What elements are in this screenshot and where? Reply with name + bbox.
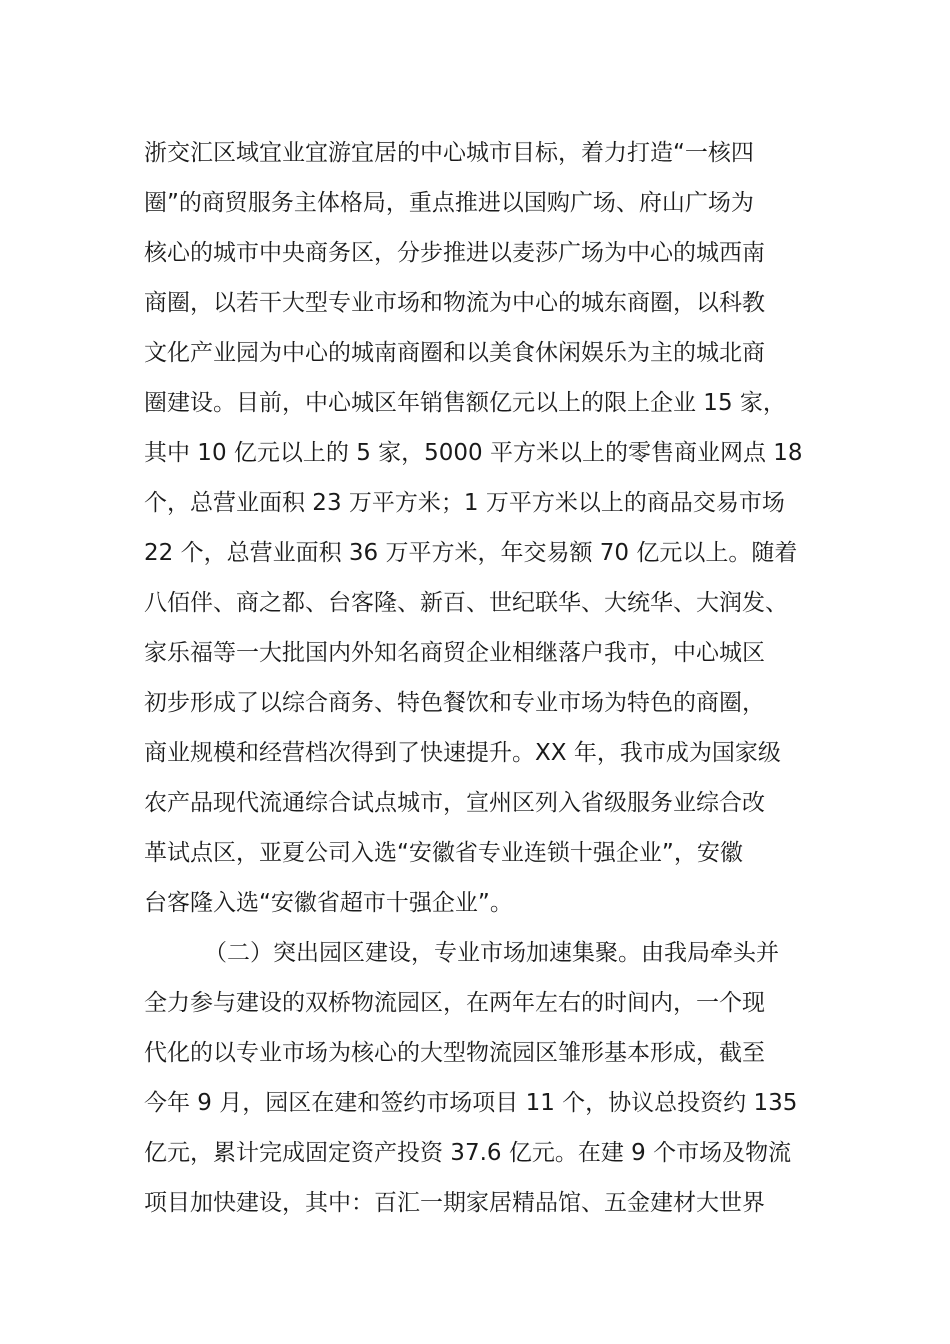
text-line: 圈建设。目前，中心城区年销售额亿元以上的限上企业 15 家， bbox=[144, 390, 786, 416]
text-line: 文化产业园为中心的城南商圈和以美食休闲娱乐为主的城北商 bbox=[144, 340, 765, 366]
paragraph-start-line: （二）突出园区建设，专业市场加速集聚。由我局牵头并 bbox=[204, 940, 779, 966]
text-line: 初步形成了以综合商务、特色餐饮和专业市场为特色的商圈， bbox=[144, 690, 765, 716]
text-line: 农产品现代流通综合试点城市，宣州区列入省级服务业综合改 bbox=[144, 790, 765, 816]
text-line: 圈”的商贸服务主体格局，重点推进以国购广场、府山广场为 bbox=[144, 190, 754, 216]
text-line: 核心的城市中央商务区，分步推进以麦莎广场为中心的城西南 bbox=[144, 240, 765, 266]
text-line: 项目加快建设，其中：百汇一期家居精品馆、五金建材大世界 bbox=[144, 1190, 765, 1216]
text-line: 台客隆入选“安徽省超市十强企业”。 bbox=[144, 890, 513, 916]
text-line: 个，总营业面积 23 万平方米；1 万平方米以上的商品交易市场 bbox=[144, 490, 785, 516]
body-text bbox=[144, 128, 824, 1228]
text-line: 商业规模和经营档次得到了快速提升。XX 年，我市成为国家级 bbox=[144, 740, 781, 766]
text-line: 今年 9 月，园区在建和签约市场项目 11 个，协议总投资约 135 bbox=[144, 1090, 798, 1116]
text-line: 革试点区，亚夏公司入选“安徽省专业连锁十强企业”，安徽 bbox=[144, 840, 743, 866]
text-line: 代化的以专业市场为核心的大型物流园区雏形基本形成，截至 bbox=[144, 1040, 765, 1066]
text-line: 22 个，总营业面积 36 万平方米，年交易额 70 亿元以上。随着 bbox=[144, 540, 798, 566]
text-line: 商圈，以若干大型专业市场和物流为中心的城东商圈，以科教 bbox=[144, 290, 765, 316]
text-line: 亿元，累计完成固定资产投资 37.6 亿元。在建 9 个市场及物流 bbox=[144, 1140, 792, 1166]
text-line: 全力参与建设的双桥物流园区，在两年左右的时间内，一个现 bbox=[144, 990, 765, 1016]
text-line: 八佰伴、商之都、台客隆、新百、世纪联华、大统华、大润发、 bbox=[144, 590, 788, 616]
text-line: 其中 10 亿元以上的 5 家，5000 平方米以上的零售商业网点 18 bbox=[144, 440, 803, 466]
text-line: 浙交汇区域宜业宜游宜居的中心城市目标，着力打造“一核四 bbox=[144, 140, 754, 166]
text-line: 家乐福等一大批国内外知名商贸企业相继落户我市，中心城区 bbox=[144, 640, 765, 666]
